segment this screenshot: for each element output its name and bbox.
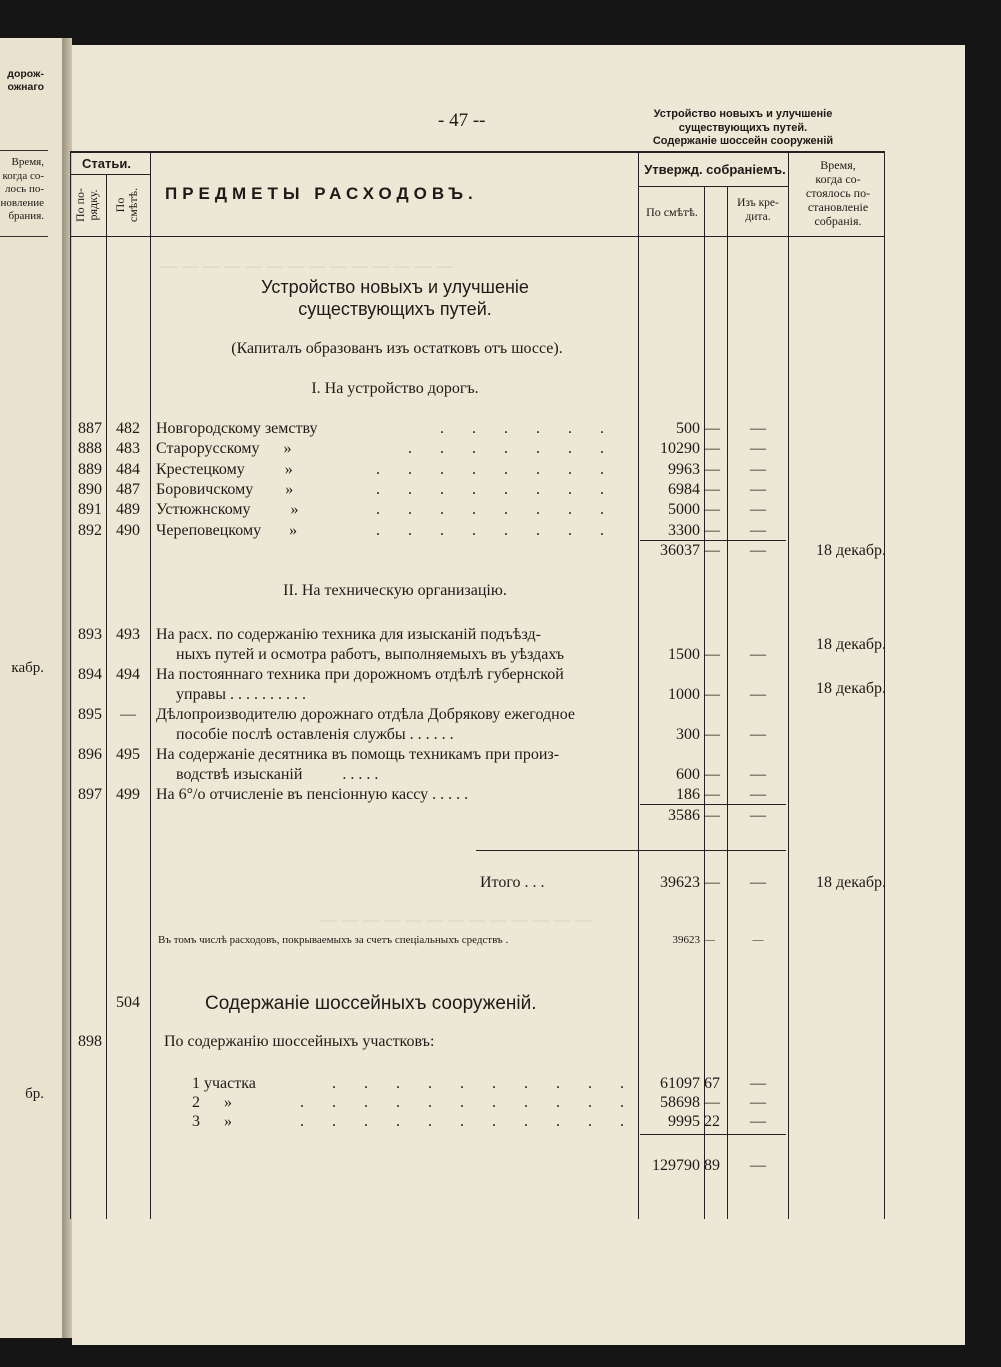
credit: — [750,686,766,703]
smeta-number: 483 [116,440,140,458]
header-top-rule [70,151,884,153]
total-row [72,1156,965,1176]
amount: 3586 [668,807,700,824]
amount: 6984 [668,480,700,498]
time-header: Время, когда со- стоялось по- становленіе собранія. [805,158,871,228]
credit: — [750,501,766,519]
table-row [72,419,965,439]
decision-date: 18 декабр. [815,542,886,559]
table-row [72,1074,965,1094]
smeta-number: 499 [116,786,140,803]
total-rule [476,850,786,851]
table-row [72,1112,965,1132]
row-description: На 6°/о отчисленіе въ пенсіонную кассу . . . . . [156,786,469,803]
kopecks: — [704,646,720,663]
row-number: 891 [78,501,102,519]
row-number: 894 [78,666,102,683]
leader-dots: . . . . . . [440,420,616,437]
smeta-number: 495 [116,746,140,763]
credit: — [750,646,766,663]
amount: 39623 [672,934,700,946]
table-row [72,480,965,500]
amount: 3300 [668,521,700,539]
row-number: 895 [78,706,102,723]
subtotal-row [72,541,965,561]
table-row [72,1032,965,1052]
credit: — [750,440,766,458]
previous-page-rule [0,150,48,151]
amount: 186 [676,786,700,803]
amount: 36037 [660,542,700,559]
row-description: Боровичскому » [156,480,294,498]
credit: — [750,480,766,498]
row-description: Дѣлопроизводителю дорожнаго отдѣла Добрякову ежегодное [156,706,575,723]
leader-dots: . . . . . . . . [376,480,616,498]
amount: 58698 [660,1094,700,1111]
table-row [72,1093,965,1113]
statya-header: Статьи. [82,156,131,171]
page-number: - 47 -- [438,110,486,131]
previous-page-column-header: Время, когда со- лось по- новление брания. [0,156,44,222]
credit: — [752,934,764,946]
row-number: 893 [78,626,102,643]
row-description: 2 » [192,1094,232,1111]
credit: — [750,1157,766,1174]
row-number: 890 [78,480,102,498]
kopecks: 89 [704,1157,720,1174]
kopecks: — [704,786,720,803]
smeta-number: 490 [116,521,140,539]
amount: 39623 [660,874,700,891]
amount: 129790 [652,1157,700,1174]
column-rule [70,151,71,1219]
po-poryadku-header: По по- рядку. [73,187,100,223]
total-label: Итого . . . [480,874,545,891]
bleed-through: — — — — — — — — — — — — — — [160,256,454,275]
leader-dots: . . . . . . . . . . [332,1075,636,1092]
row-description: Старорусскому » [156,440,292,458]
leader-dots: . . . . . . . . [376,501,616,519]
row-description: На постояннаго техника при дорожномъ отдѣлѣ губернской [156,666,564,683]
amount: 9995 [668,1113,700,1130]
section-title: Содержаніе шоссейныхъ сооруженій. [205,993,537,1014]
table-row-continuation [72,636,965,665]
smeta-number: 487 [116,480,140,498]
row-description: По содержанію шоссейныхъ участковъ: [164,1033,435,1050]
table-row [72,521,965,541]
header-bottom-rule [70,236,884,237]
table-row [72,745,965,765]
credit: — [750,874,766,891]
section-title: Устройство новыхъ и улучшеніе существующихъ путей. [261,277,529,319]
previous-page-fragment [0,38,63,1338]
credit: — [750,1094,766,1111]
amount: 600 [676,766,700,783]
kopecks: — [704,686,720,703]
kopecks: — [704,766,720,783]
kopecks: — [704,874,720,891]
row-description: На содержаніе десятника въ помощь техникамъ при произ- [156,746,560,763]
row-description-continuation: управы . . . . . . . . . . [176,686,306,703]
subtotal-row [72,806,965,826]
kopecks: — [704,521,720,539]
table-title: ПРЕДМЕТЫ РАСХОДОВЪ. [165,184,478,203]
running-title-line: существующихъ путей. [678,121,808,134]
previous-page-date: бр. [25,1086,44,1102]
kopecks: — [704,934,715,946]
subsection-title: I. На устройство дорогъ. [311,380,479,397]
credit: — [750,542,766,559]
kopecks: — [704,726,720,743]
row-number: 896 [78,746,102,763]
kopecks: — [704,1094,720,1111]
row-description-continuation: пособіе послѣ оставленія службы . . . . . . [176,726,454,743]
table-row-continuation [72,680,965,705]
table-row [72,439,965,459]
leader-dots: . . . . . . . . [376,460,616,478]
smeta-number: 484 [116,460,140,478]
kopecks: — [704,460,720,478]
credit: — [750,807,766,824]
running-title-line: Устройство новыхъ и улучшеніе [653,108,833,120]
row-description-continuation: водствѣ изысканій . . . . . [176,766,379,783]
kopecks: — [704,440,720,458]
row-number: 898 [78,1033,102,1050]
previous-page-header: дорож- ожнаго [7,68,44,93]
table-row-continuation [72,765,965,785]
table-row-continuation [72,725,965,745]
row-description: Череповецкому » [156,521,298,539]
table-row [72,785,965,805]
amount: 300 [676,726,700,743]
row-number: 889 [78,460,102,478]
row-description: Крестецкому » [156,460,293,478]
po-smete-column-header: По смѣтѣ. [646,205,698,219]
table-row [72,460,965,480]
credit: — [750,1113,766,1130]
total-rule [640,1134,786,1135]
previous-page-date: кабр. [11,660,44,676]
kopecks: — [704,501,720,519]
leader-dots: . . . . . . . . . . . [300,1113,636,1130]
approved-rule [638,186,788,187]
amount: 1000 [668,686,700,703]
approved-header: Утвержд. собраніемъ. [644,162,786,177]
credit: — [750,786,766,803]
row-description: 1 участка [192,1075,256,1092]
po-smete-header: По смѣтѣ. [113,187,140,223]
iz-kredita-header: Изъ кре- дита. [737,197,779,223]
row-number: 887 [78,420,102,437]
kopecks: — [704,542,720,559]
row-description: Устюжнскому » [156,501,299,519]
amount: 9963 [668,460,700,478]
smeta-number: 494 [116,666,140,683]
row-number: 897 [78,786,102,803]
smeta-number: 504 [116,994,140,1011]
statya-rule [70,174,150,175]
amount: 500 [676,420,700,437]
row-number: 888 [78,440,102,458]
smeta-number: 493 [116,626,140,643]
leader-dots: . . . . . . . . . . . [300,1094,636,1111]
running-title-line: Содержаніе шоссейн сооруженій [652,135,834,147]
credit: — [750,521,766,539]
amount: 1500 [668,646,700,663]
leader-dots: . . . . . . . [408,440,616,458]
kopecks: — [704,807,720,824]
special-funds-label: Въ томъ числѣ расходовъ, покрываемыхъ за счетъ спеціальныхъ средствъ . [158,934,509,946]
credit: — [750,726,766,743]
amount: 5000 [668,501,700,519]
row-description: Новгородскому земству [156,420,318,437]
kopecks: 67 [704,1075,720,1092]
table-row [72,500,965,520]
amount: 10290 [660,440,700,458]
leader-dots: . . . . . . . . [376,521,616,539]
subsection-title: II. На техническую организацію. [283,582,507,599]
decision-date: 18 декабр. [815,680,886,697]
capital-note: (Капиталъ образованъ изъ остатковъ отъ шоссе). [231,340,563,357]
smeta-number: 489 [116,501,140,519]
decision-date: 18 декабр. [815,636,886,653]
running-title [638,108,848,149]
row-description: 3 » [192,1113,232,1130]
amount: 61097 [660,1075,700,1092]
total-row [72,873,965,893]
kopecks: — [704,420,720,437]
kopecks: — [704,480,720,498]
credit: — [750,420,766,437]
kopecks: 22 [704,1113,720,1130]
special-funds-row [72,930,965,950]
bleed-through: — — — — — — — — — — — — — [320,910,592,929]
row-description: На расх. по содержанію техника для изысканій подъѣзд- [156,626,541,643]
previous-page-rule [0,236,48,237]
smeta-number: 482 [116,420,140,437]
row-number: 892 [78,521,102,539]
decision-date: 18 декабр. [815,874,886,891]
credit: — [750,1075,766,1092]
credit: — [750,766,766,783]
subtotal-rule [640,804,786,805]
credit: — [750,460,766,478]
row-description-continuation: ныхъ путей и осмотра работъ, выполняемыхъ въ уѣздахъ [176,646,565,663]
table-row [72,705,965,725]
smeta-number: — [120,706,136,723]
